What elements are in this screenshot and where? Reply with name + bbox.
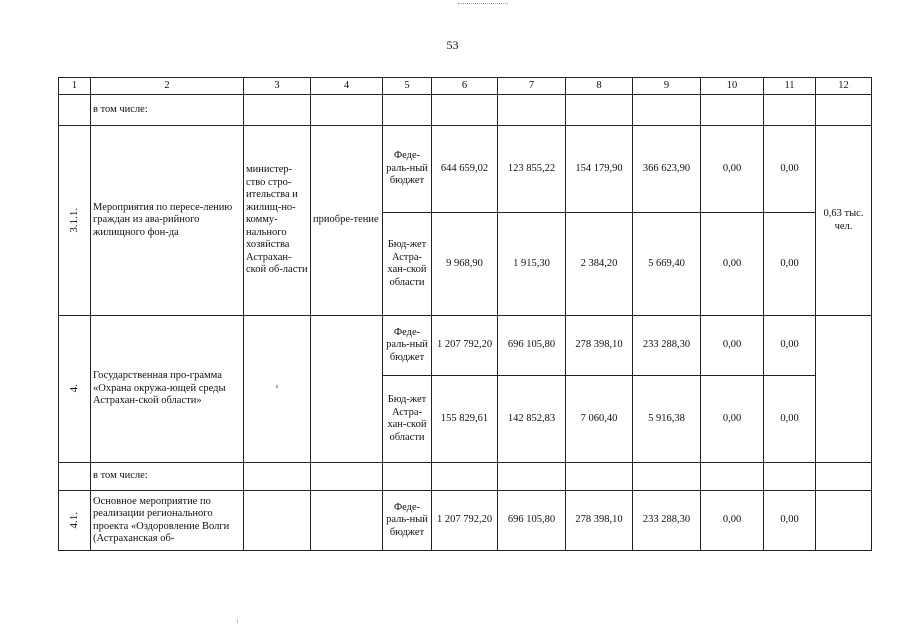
value-year-2: 2 384,20 <box>566 213 633 316</box>
header-col-3: 3 <box>244 78 311 95</box>
header-col-1: 1 <box>59 78 91 95</box>
page-number: 53 <box>446 38 459 52</box>
value-year-5: 0,00 <box>764 376 816 463</box>
value-year-5: 0,00 <box>764 316 816 376</box>
table-row-41-federal <box>59 491 872 551</box>
value-year-2: 278 398,10 <box>566 491 633 551</box>
value-year-2: 7 060,40 <box>566 376 633 463</box>
value-total: 1 207 792,20 <box>432 491 498 551</box>
value-year-4: 0,00 <box>701 213 764 316</box>
program-name: Государственная про-грамма «Охрана окружа-ющей среды Астрахан-ской области» <box>91 316 244 463</box>
header-col-12: 12 <box>816 78 872 95</box>
value-year-5: 0,00 <box>764 491 816 551</box>
value-year-3: 366 623,90 <box>633 126 701 213</box>
table-row-311-federal <box>59 126 872 213</box>
executor-cell <box>244 316 311 463</box>
row-code: 4. <box>68 384 81 393</box>
value-year-3: 233 288,30 <box>633 316 701 376</box>
row-code: 3.1.1. <box>68 207 81 233</box>
bottom-scan-mark <box>237 619 241 623</box>
value-year-2: 278 398,10 <box>566 316 633 376</box>
row-code-cell <box>59 316 91 463</box>
header-col-6: 6 <box>432 78 498 95</box>
funding-source: Бюд-жет Астра-хан-ской области <box>383 376 432 463</box>
measure-type: приобре-тение <box>311 126 383 316</box>
result-indicator: 0,63 тыс. чел. <box>816 126 872 316</box>
executor-name: министер-ство стро-ительства и жилищ-но-комму-нального хозяйства Астрахан-ской об-ласти <box>244 126 311 316</box>
header-col-4: 4 <box>311 78 383 95</box>
row-code-cell <box>59 491 91 551</box>
value-total: 9 968,90 <box>432 213 498 316</box>
funding-source: Феде-раль-ный бюджет <box>383 316 432 376</box>
table-row-including-2 <box>59 463 872 491</box>
header-col-10: 10 <box>701 78 764 95</box>
header-row <box>59 78 872 95</box>
table-row-4-federal <box>59 316 872 376</box>
scan-mark: ' <box>275 381 279 396</box>
value-year-3: 233 288,30 <box>633 491 701 551</box>
value-year-4: 0,00 <box>701 491 764 551</box>
header-col-2: 2 <box>91 78 244 95</box>
value-year-4: 0,00 <box>701 376 764 463</box>
funding-source: Бюд-жет Астра-хан-ской области <box>383 213 432 316</box>
value-year-4: 0,00 <box>701 126 764 213</box>
header-col-11: 11 <box>764 78 816 95</box>
value-year-1: 696 105,80 <box>498 316 566 376</box>
header-col-8: 8 <box>566 78 633 95</box>
measure-name: Мероприятия по пересе-лению граждан из ава-рийного жилищного фон-да <box>91 126 244 316</box>
value-year-1: 696 105,80 <box>498 491 566 551</box>
value-year-2: 154 179,90 <box>566 126 633 213</box>
value-year-3: 5 669,40 <box>633 213 701 316</box>
value-total: 644 659,02 <box>432 126 498 213</box>
value-total: 155 829,61 <box>432 376 498 463</box>
value-year-4: 0,00 <box>701 316 764 376</box>
row-code: 4.1. <box>68 511 81 529</box>
value-year-3: 5 916,38 <box>633 376 701 463</box>
measure-name: Основное мероприятие по реализации регионального проекта «Оздоровление Волги (Астраханская об- <box>91 491 244 551</box>
including-label: в том числе: <box>91 95 244 126</box>
top-scan-mark <box>458 0 508 4</box>
budget-table <box>58 77 872 551</box>
including-label: в том числе: <box>91 463 244 491</box>
table-row-including-1 <box>59 95 872 126</box>
header-col-7: 7 <box>498 78 566 95</box>
funding-source: Феде-раль-ный бюджет <box>383 491 432 551</box>
value-year-5: 0,00 <box>764 126 816 213</box>
value-total: 1 207 792,20 <box>432 316 498 376</box>
header-col-5: 5 <box>383 78 432 95</box>
funding-source: Феде-раль-ный бюджет <box>383 126 432 213</box>
value-year-1: 123 855,22 <box>498 126 566 213</box>
value-year-5: 0,00 <box>764 213 816 316</box>
row-code-cell <box>59 126 91 316</box>
header-col-9: 9 <box>633 78 701 95</box>
value-year-1: 1 915,30 <box>498 213 566 316</box>
value-year-1: 142 852,83 <box>498 376 566 463</box>
